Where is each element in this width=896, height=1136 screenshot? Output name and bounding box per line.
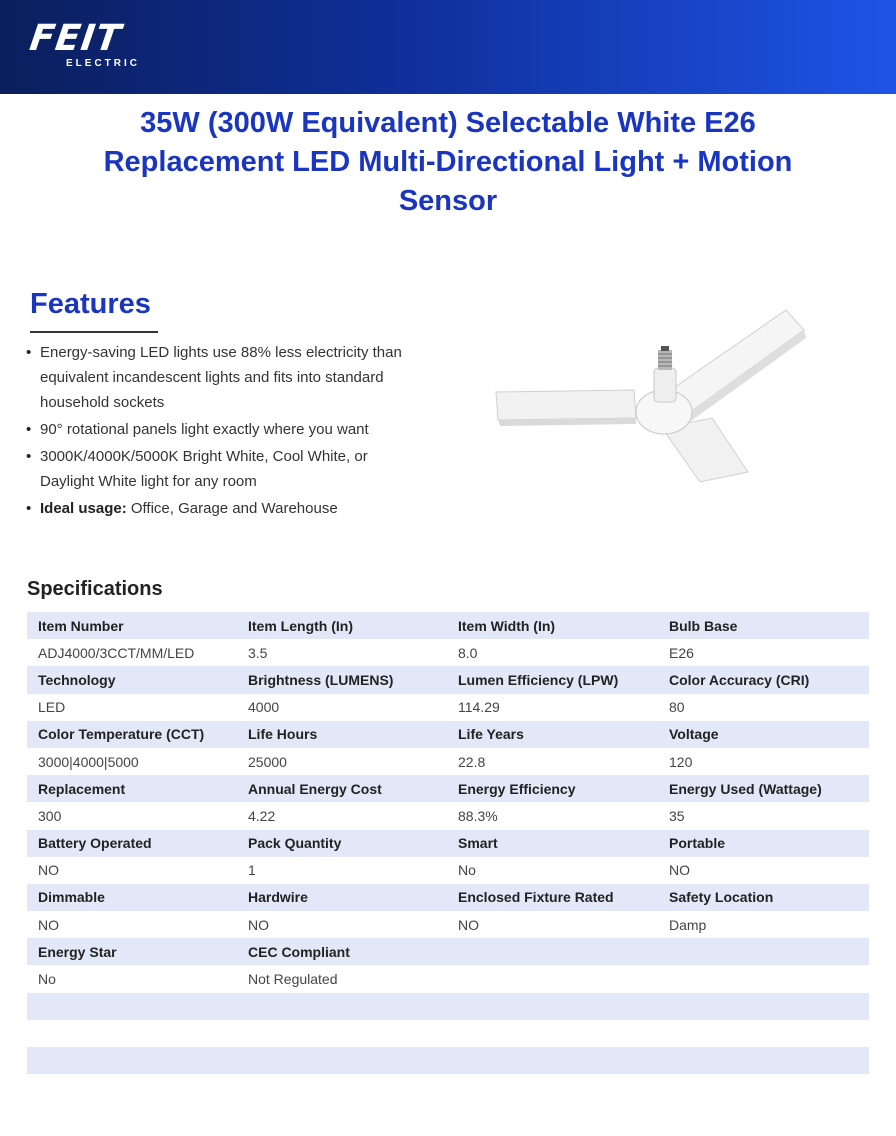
spec-value-cell: No [27, 965, 237, 992]
logo-subtext: ELECTRIC [66, 58, 140, 69]
spec-value-cell: NO [27, 911, 237, 938]
spec-value-row [27, 748, 869, 775]
spec-value-row [27, 694, 869, 721]
neck [654, 368, 676, 402]
logo-wordmark: FEIT [27, 18, 125, 59]
spec-value-cell: 120 [658, 748, 869, 775]
spec-value-cell: 3000|4000|5000 [27, 748, 237, 775]
spec-label-cell: Safety Location [658, 884, 869, 911]
feature-item [22, 340, 412, 415]
spec-label-cell: Dimmable [27, 884, 237, 911]
feature-item [22, 444, 412, 494]
spec-value-cell: 80 [658, 694, 869, 721]
spec-value-row [27, 639, 869, 666]
spec-value-cell [27, 1020, 237, 1047]
spec-value-cell: 25000 [237, 748, 447, 775]
spec-value-cell: 300 [27, 802, 237, 829]
spec-value-cell: 4.22 [237, 802, 447, 829]
spec-value-cell [658, 965, 869, 992]
spec-label-cell: Hardwire [237, 884, 447, 911]
feature-item-text: 3000K/4000K/5000K Bright White, Cool White, or Daylight White light for any room [40, 448, 368, 490]
spec-label-cell [447, 993, 658, 1020]
spec-value-cell: 1 [237, 857, 447, 884]
specifications-heading: Specifications [27, 578, 163, 600]
spec-value-cell: Damp [658, 911, 869, 938]
spec-label-cell: Color Temperature (CCT) [27, 721, 237, 748]
spec-value-cell: NO [658, 857, 869, 884]
spec-value-row [27, 802, 869, 829]
spec-value-cell [658, 1020, 869, 1047]
spec-label-cell [27, 993, 237, 1020]
spec-label-cell [447, 938, 658, 965]
spec-label-cell: CEC Compliant [237, 938, 447, 965]
spec-label-cell: Energy Star [27, 938, 237, 965]
spec-label-row [27, 830, 869, 857]
spec-value-cell: 8.0 [447, 639, 658, 666]
spec-label-cell: Portable [658, 830, 869, 857]
product-image [486, 300, 816, 490]
spec-value-cell: No [447, 857, 658, 884]
left-panel [496, 390, 636, 420]
spec-value-cell: 88.3% [447, 802, 658, 829]
spec-label-cell [658, 993, 869, 1020]
spec-label-cell [658, 1047, 869, 1074]
spec-value-cell: NO [237, 911, 447, 938]
feature-item [22, 417, 412, 442]
spec-value-cell: 22.8 [447, 748, 658, 775]
spec-label-cell [237, 993, 447, 1020]
feature-item-bold: Ideal usage: [40, 500, 127, 517]
spec-label-cell [237, 1047, 447, 1074]
spec-value-cell: 4000 [237, 694, 447, 721]
feature-item [22, 496, 412, 521]
spec-label-cell: Pack Quantity [237, 830, 447, 857]
spec-value-cell: E26 [658, 639, 869, 666]
spec-label-cell: Enclosed Fixture Rated [447, 884, 658, 911]
spec-label-cell [447, 1047, 658, 1074]
spec-label-cell: Annual Energy Cost [237, 775, 447, 802]
spec-label-cell: Smart [447, 830, 658, 857]
brand-header [0, 0, 896, 94]
specifications-table [27, 612, 869, 1074]
spec-value-cell: 35 [658, 802, 869, 829]
spec-label-cell: Replacement [27, 775, 237, 802]
spec-label-cell [658, 938, 869, 965]
features-heading: Features [30, 288, 151, 320]
spec-value-cell: ADJ4000/3CCT/MM/LED [27, 639, 237, 666]
spec-value-cell: 114.29 [447, 694, 658, 721]
feature-item-text: Office, Garage and Warehouse [126, 500, 338, 517]
features-list [22, 340, 412, 523]
spec-label-row [27, 938, 869, 965]
spec-label-cell: Life Years [447, 721, 658, 748]
spec-value-row [27, 1020, 869, 1047]
spec-label-cell: Technology [27, 666, 237, 693]
spec-label-cell: Energy Used (Wattage) [658, 775, 869, 802]
spec-label-cell: Item Width (In) [447, 612, 658, 639]
spec-value-cell: 3.5 [237, 639, 447, 666]
spec-value-cell [447, 1020, 658, 1047]
spec-label-cell: Life Hours [237, 721, 447, 748]
spec-value-cell: NO [447, 911, 658, 938]
spec-label-cell: Battery Operated [27, 830, 237, 857]
spec-value-row [27, 911, 869, 938]
spec-value-cell [447, 965, 658, 992]
spec-label-row [27, 666, 869, 693]
spec-label-row [27, 775, 869, 802]
spec-value-cell: LED [27, 694, 237, 721]
screw-base [658, 350, 672, 370]
product-title: 35W (300W Equivalent) Selectable White E26 Replacement LED Multi-Directional Light + Motion Sensor [103, 107, 793, 217]
feature-item-text: 90° rotational panels light exactly where you want [40, 421, 369, 438]
spec-label-cell: Color Accuracy (CRI) [658, 666, 869, 693]
spec-label-cell: Brightness (LUMENS) [237, 666, 447, 693]
spec-label-cell: Item Number [27, 612, 237, 639]
spec-label-row [27, 612, 869, 639]
spec-label-cell: Energy Efficiency [447, 775, 658, 802]
feit-logo [27, 18, 140, 70]
spec-value-cell: Not Regulated [237, 965, 447, 992]
spec-label-cell: Lumen Efficiency (LPW) [447, 666, 658, 693]
spec-label-cell: Bulb Base [658, 612, 869, 639]
spec-label-row [27, 993, 869, 1020]
features-underline [30, 331, 158, 333]
spec-label-cell: Voltage [658, 721, 869, 748]
spec-value-cell: NO [27, 857, 237, 884]
feature-item-text: Energy-saving LED lights use 88% less electricity than equivalent incandescent lights and fits into standard household sockets [40, 344, 402, 411]
spec-value-row [27, 965, 869, 992]
base-tip [661, 346, 669, 351]
spec-value-row [27, 857, 869, 884]
spec-label-row [27, 884, 869, 911]
spec-label-row [27, 1047, 869, 1074]
spec-label-row [27, 721, 869, 748]
spec-label-cell [27, 1047, 237, 1074]
spec-value-cell [237, 1020, 447, 1047]
spec-label-cell: Item Length (In) [237, 612, 447, 639]
